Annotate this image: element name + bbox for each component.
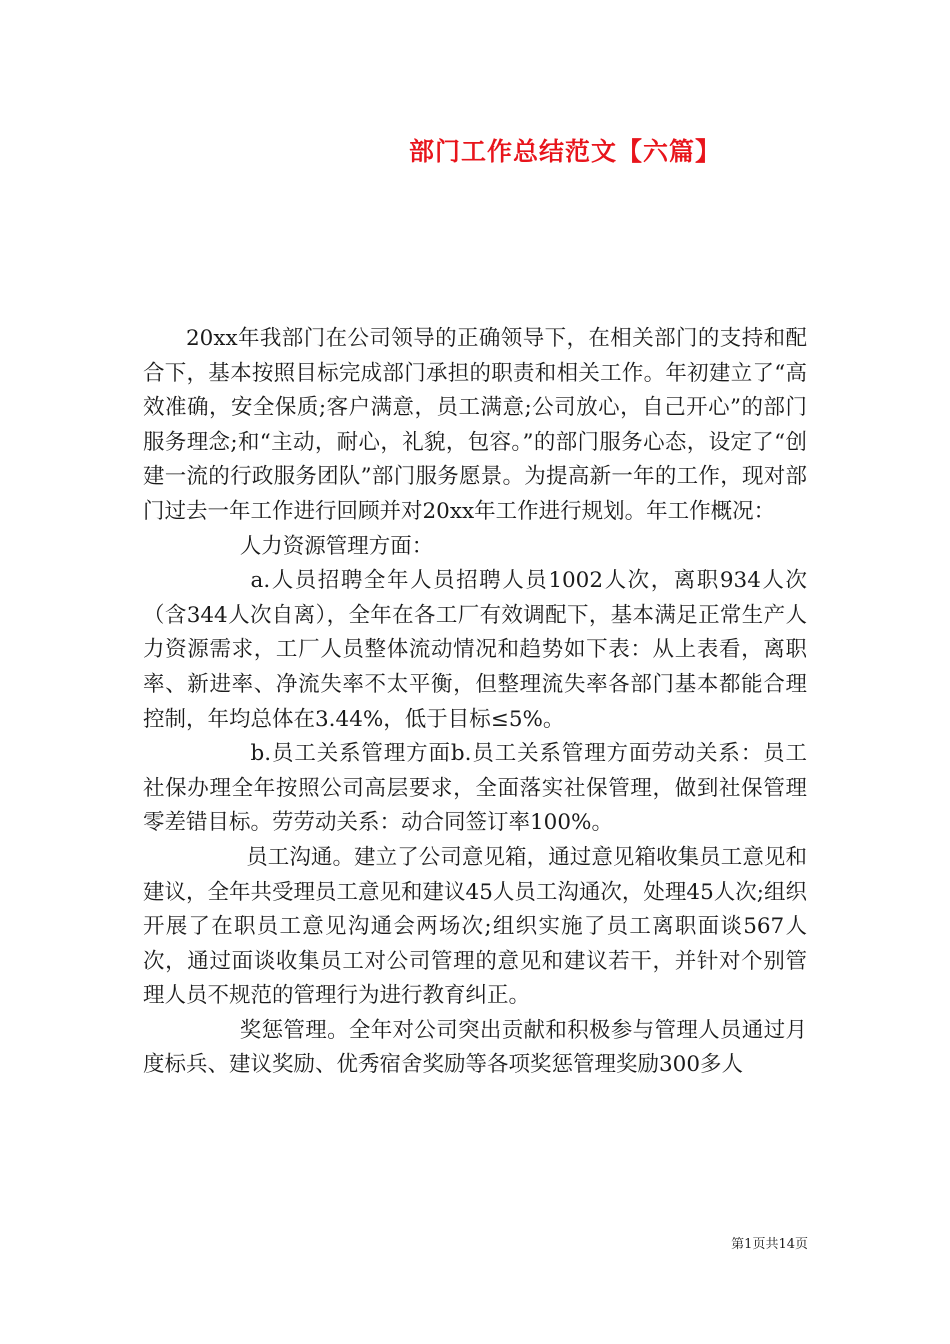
paragraph-recruitment: a.人员招聘全年人员招聘人员1002人次，离职934人次（含344人次自离），全年在各工厂有效调配下，基本满足正常生产人力资源需求，工厂人员整体流动情况和趋势如下表：从上表看，离职率、新进率、净流失率不太平衡，但整理流失率各部门基本都能合理控制，年均总体在3.44%，低于目标≤5%。 xyxy=(143,568,807,732)
paragraph-employee-relations: b.员工关系管理方面b.员工关系管理方面劳动关系：员工社保办理全年按照公司高层要求，全面落实社保管理，做到社保管理零差错目标。劳劳动关系：动合同签订率100%。 xyxy=(143,741,807,836)
document-title: 部门工作总结范文【六篇】 xyxy=(408,137,721,166)
document-body xyxy=(143,322,807,1083)
paragraph-hr-heading: 人力资源管理方面： xyxy=(239,533,434,559)
paragraph-intro: 20xx年我部门在公司领导的正确领导下，在相关部门的支持和配合下，基本按照目标完成部门承担的职责和相关工作。年初建立了“高效准确，安全保质;客户满意，员工满意;公司放心，自己开心”的部门服务理念;和“主动，耐心，礼貌，包容。”的部门服务心态，设定了“创建一流的行政服务团队”部门服务愿景。为提高新一年的工作，现对部门过去一年工作进行回顾并对20xx年工作进行规划。年工作概况： xyxy=(143,326,807,524)
paragraph-communication: 员工沟通。建立了公司意见箱，通过意见箱收集员工意见和建议，全年共受理员工意见和建议45人员工沟通次，处理45人次;组织开展了在职员工意见沟通会两场次;组织实施了员工离职面谈567人次，通过面谈收集员工对公司管理的意见和建议若干，并针对个别管理人员不规范的管理行为进行教育纠正。 xyxy=(143,844,807,1009)
paragraph-rewards: 奖惩管理。全年对公司突出贡献和积极参与管理人员通过月度标兵、建议奖励、优秀宿舍奖励等各项奖惩管理奖励300多人 xyxy=(143,1017,807,1078)
page-number-footer: 第1页共14页 xyxy=(731,1237,808,1252)
